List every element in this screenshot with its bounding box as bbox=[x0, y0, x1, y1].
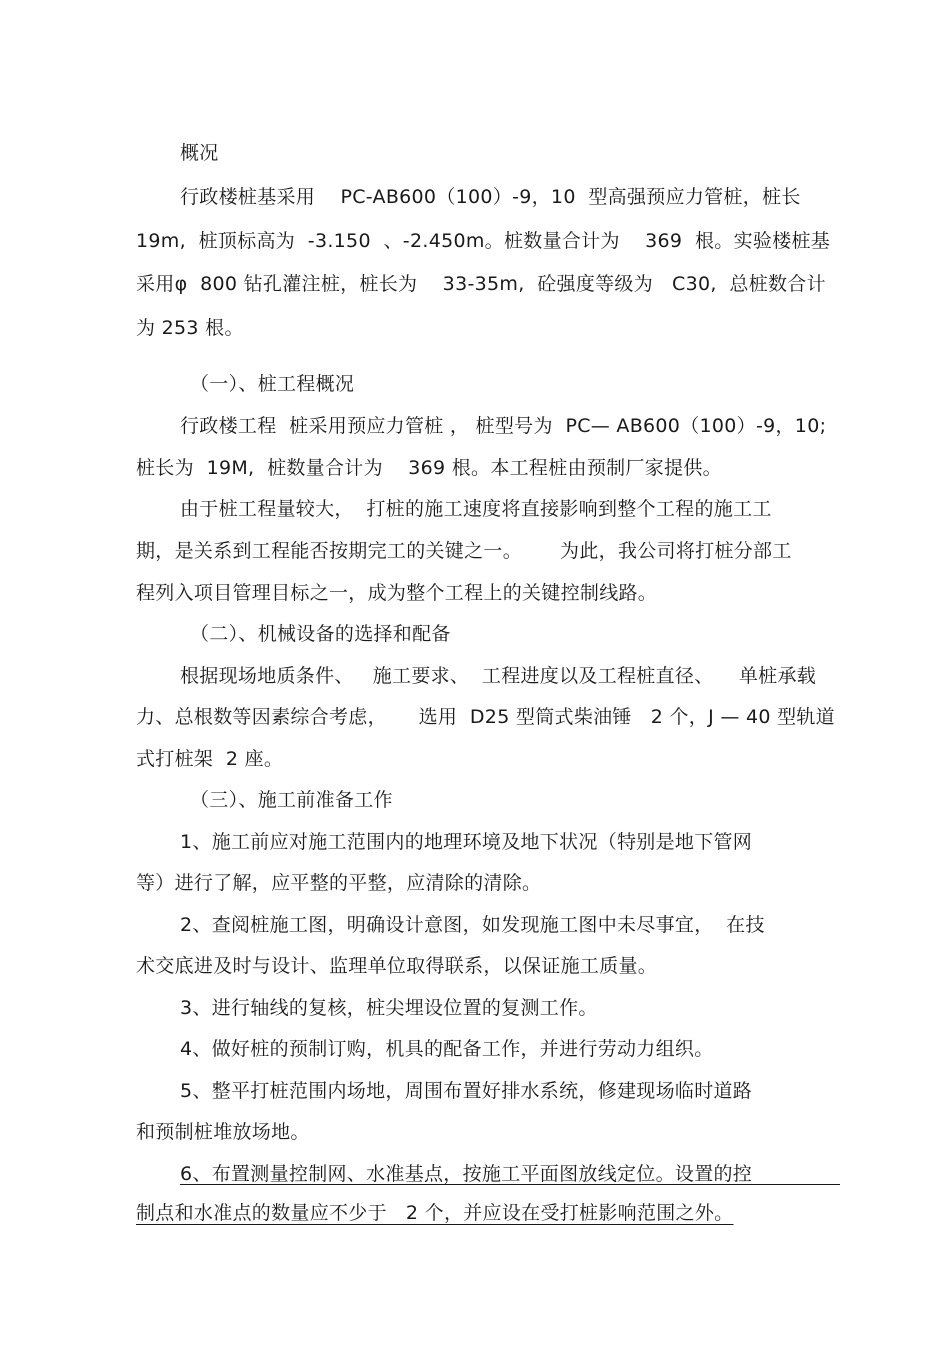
section-1-para2-line-2: 期，是关系到工程能否按期完工的关键之一。 为此，我公司将打桩分部工 bbox=[136, 540, 792, 562]
section-3-item-5-line-1: 5、整平打桩范围内场地，周围布置好排水系统，修建现场临时道路 bbox=[180, 1080, 753, 1102]
section-3-item-1-line-1: 1、施工前应对施工范围内的地理环境及地下状况（特别是地下管网 bbox=[180, 831, 753, 853]
section-3-item-5-line-2: 和预制桩堆放场地。 bbox=[136, 1121, 310, 1143]
section-3-item-2-line-1: 2、查阅桩施工图，明确设计意图，如发现施工图中未尽事宜， 在技 bbox=[180, 914, 765, 936]
document-title: 概况 bbox=[180, 142, 219, 164]
section-3-item-2-line-2: 术交底进及时与设计、监理单位取得联系，以保证施工质量。 bbox=[136, 955, 658, 977]
underline-rule bbox=[180, 1184, 840, 1185]
section-1-para1-line-1: 行政楼工程 桩采用预应力管桩 ， 桩型号为 PC— AB600（100）-9，10; bbox=[180, 415, 827, 437]
intro-line-4: 为 253 根。 bbox=[136, 317, 244, 339]
section-3-item-4: 4、做好桩的预制订购，机具的配备工作，并进行劳动力组织。 bbox=[180, 1038, 714, 1060]
intro-line-1: 行政楼桩基采用 PC-AB600（100）-9，10 型高强预应力管桩，桩长 bbox=[180, 186, 801, 208]
section-2-line-3: 式打桩架 2 座。 bbox=[136, 748, 284, 770]
intro-line-3: 采用φ 800 钻孔灌注桩，桩长为 33-35m, 砼强度等级为 C30, 总桩数合计 bbox=[136, 273, 826, 295]
section-3-item-3: 3、进行轴线的复核，桩尖埋设位置的复测工作。 bbox=[180, 997, 598, 1019]
section-2-line-1: 根据现场地质条件、 施工要求、 工程进度以及工程桩直径、 单桩承载 bbox=[180, 665, 817, 687]
section-3-heading: （三）、施工前准备工作 bbox=[190, 789, 393, 811]
section-1-para2-line-3: 程列入项目管理目标之一，成为整个工程上的关键控制线路。 bbox=[136, 582, 658, 604]
section-1-heading: （一）、桩工程概况 bbox=[190, 373, 355, 395]
section-2-heading: （二）、机械设备的选择和配备 bbox=[190, 623, 451, 645]
section-2-line-2: 力、总根数等因素综合考虑， 选用 D25 型筒式柴油锤 2 个，J — 40 型轨道 bbox=[136, 706, 835, 728]
section-3-item-6-line-2: 制点和水准点的数量应不少于 2 个，并应设在受打桩影响范围之外。 bbox=[136, 1202, 734, 1224]
section-3-item-1-line-2: 等）进行了解，应平整的平整，应清除的清除。 bbox=[136, 872, 542, 894]
section-1-para2-line-1: 由于桩工程量较大， 打桩的施工速度将直接影响到整个工程的施工工 bbox=[180, 498, 772, 520]
intro-line-2: 19m, 桩顶标高为 -3.150 、-2.450m。桩数量合计为 369 根。实验楼桩基 bbox=[136, 230, 831, 252]
section-3-item-6-line-1: 6、布置测量控制网、水准基点，按施工平面图放线定位。设置的控 bbox=[180, 1163, 753, 1185]
section-1-para1-line-2: 桩长为 19M, 桩数量合计为 369 根。本工程桩由预制厂家提供。 bbox=[136, 457, 722, 479]
